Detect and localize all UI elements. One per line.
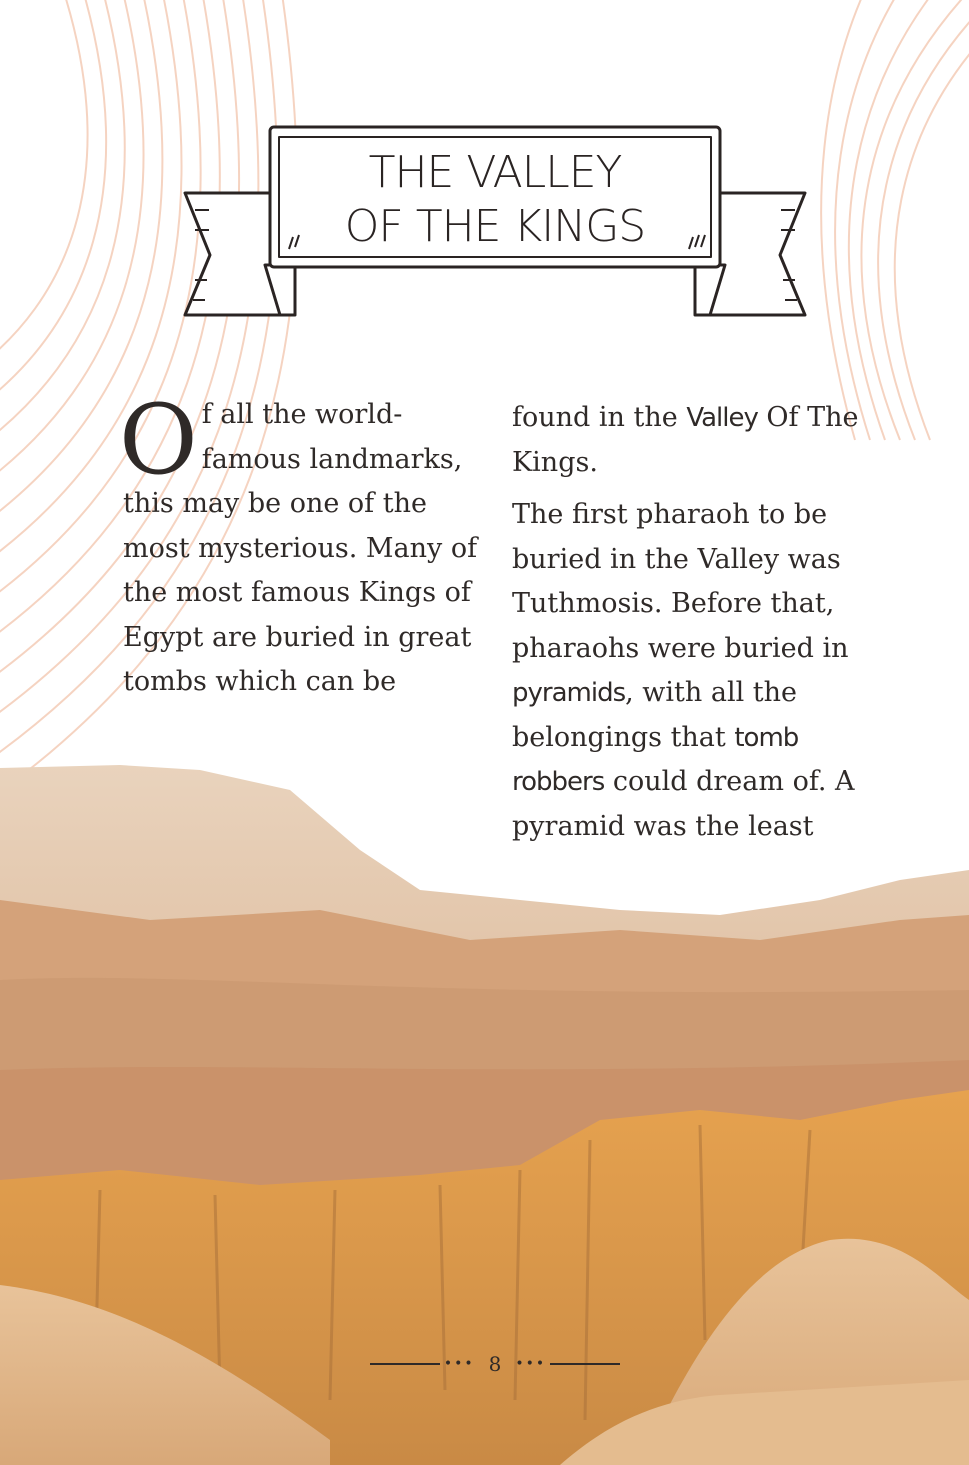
text-run: The first pharaoh to be buried in the Valley was Tuthmosis. Before that, pharaohs were buried in <box>512 499 849 664</box>
footer-dots-right: ••• <box>515 1356 547 1372</box>
keyword-valley: Valley <box>686 403 758 433</box>
page-title <box>290 140 700 260</box>
left-paragraph-text: f all the world-famous landmarks, this may be one of the most mysterious. Many of the most famous Kings of Egypt are buried in great tombs which can be <box>123 399 478 697</box>
title-line-2: OF THE KINGS <box>344 201 646 252</box>
text-run: could dream of. A pyramid was the least <box>512 766 855 842</box>
right-paragraph-2 <box>512 493 862 849</box>
left-text-column <box>119 384 493 705</box>
left-paragraph <box>119 384 493 705</box>
keyword-pyramids: pyramids <box>512 678 626 708</box>
drop-cap: O <box>119 384 198 496</box>
footer-rule-left <box>370 1363 440 1365</box>
page-footer <box>370 1347 620 1381</box>
title-line-1: THE VALLEY <box>368 147 622 198</box>
page-number: 8 <box>488 1352 502 1376</box>
keyword-tomb-robbers: tomb robbers <box>512 722 799 797</box>
right-paragraph-1 <box>512 396 862 485</box>
right-text-column <box>512 396 862 849</box>
text-run: , with all the belongings that <box>512 677 798 753</box>
footer-rule-right <box>550 1363 620 1365</box>
footer-dots-left: ••• <box>443 1356 475 1372</box>
text-run: found in the <box>512 402 687 433</box>
text-run: Of The Kings. <box>512 402 859 478</box>
